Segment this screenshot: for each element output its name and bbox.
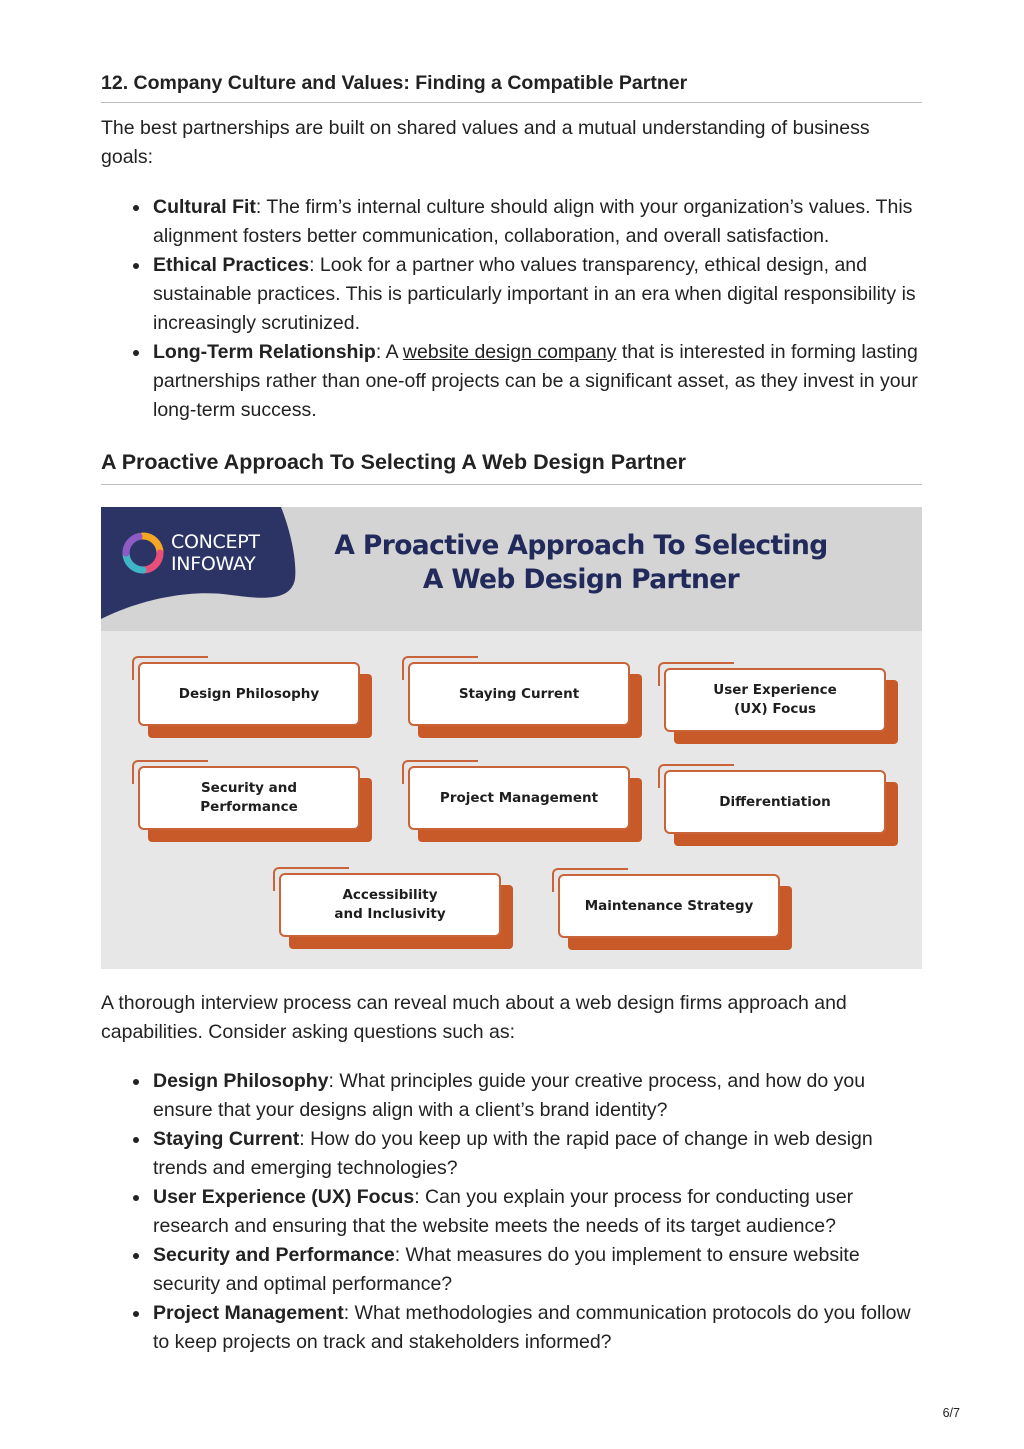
logo-line-1: CONCEPT xyxy=(171,531,260,553)
list-item-text: : What methodologies and communication protocols do you follow to keep projects on track and stakeholders informed? xyxy=(153,1302,911,1353)
card-label: Staying Current xyxy=(408,662,630,726)
card-differentiation xyxy=(664,770,902,850)
card-label: User Experience (UX) Focus xyxy=(664,668,886,732)
list-item xyxy=(101,251,922,338)
card-user-experience xyxy=(664,668,902,748)
card-project-management xyxy=(408,766,646,846)
card-security-performance xyxy=(138,766,376,846)
card-label: Design Philosophy xyxy=(138,662,360,726)
website-design-company-link[interactable]: website design company xyxy=(402,341,617,363)
list-item-term: Cultural Fit xyxy=(153,196,256,218)
list-item-term: Staying Current xyxy=(153,1128,300,1150)
infographic-title xyxy=(311,529,851,597)
questions-list xyxy=(101,1067,922,1357)
list-item xyxy=(101,1241,922,1299)
list-item-text: : The firm’s internal culture should align with your organization’s values. This alignment fosters better communication, collaboration, and overall satisfaction. xyxy=(153,196,913,247)
list-item-text: : What principles guide your creative process, and how do you ensure that your designs align with a client’s brand identity? xyxy=(153,1070,866,1121)
main-heading: A Proactive Approach To Selecting A Web Design Partner xyxy=(101,450,922,485)
list-item-term: Long-Term Relationship xyxy=(153,341,376,363)
list-item-term: Design Philosophy xyxy=(153,1070,329,1092)
card-label: Security and Performance xyxy=(138,766,360,830)
infographic-image xyxy=(101,507,922,969)
card-label: Accessibility and Inclusivity xyxy=(279,873,501,937)
list-item-text: : Look for a partner who values transparency, ethical design, and sustainable practices. This is particularly important in an era when digital responsibility is increasingly scrutinized. xyxy=(153,254,916,334)
list-item-term: User Experience (UX) Focus xyxy=(153,1186,415,1208)
concept-infoway-logo-icon xyxy=(119,527,167,579)
card-label: Project Management xyxy=(408,766,630,830)
list-item xyxy=(101,1067,922,1125)
list-item-text: : Can you explain your process for conducting user research and ensuring that the website meets the needs of its target audience? xyxy=(153,1186,854,1237)
intro-paragraph: The best partnerships are built on shared values and a mutual understanding of business goals: xyxy=(101,117,870,168)
logo-line-2: INFOWAY xyxy=(171,553,256,575)
list-item-term: Project Management xyxy=(153,1302,344,1324)
page-number: 6/7 xyxy=(942,1406,960,1420)
culture-list xyxy=(101,193,922,425)
card-maintenance-strategy xyxy=(558,874,796,954)
list-item xyxy=(101,1183,922,1241)
logo-text xyxy=(171,531,260,575)
card-staying-current xyxy=(408,662,646,742)
list-item xyxy=(101,1125,922,1183)
list-item-text: : How do you keep up with the rapid pace of change in web design trends and emerging technologies? xyxy=(153,1128,873,1179)
infographic-title-line-2: A Web Design Partner xyxy=(422,564,740,595)
card-design-philosophy xyxy=(138,662,376,742)
infographic-title-line-1: A Proactive Approach To Selecting xyxy=(334,530,828,561)
list-item-text: : A xyxy=(375,341,403,363)
interview-paragraph: A thorough interview process can reveal much about a web design firms approach and capabilities. Consider asking questions such as: xyxy=(101,992,847,1043)
list-item-text: : What measures do you implement to ensure website security and optimal performance? xyxy=(153,1244,860,1295)
list-item xyxy=(101,338,922,425)
list-item xyxy=(101,193,922,251)
card-accessibility xyxy=(279,873,517,953)
list-item xyxy=(101,1299,922,1357)
list-item-term: Ethical Practices xyxy=(153,254,310,276)
card-label: Maintenance Strategy xyxy=(558,874,780,938)
section-heading: 12. Company Culture and Values: Finding a Compatible Partner xyxy=(101,72,922,103)
list-item-text: that is interested in forming lasting partnerships rather than one-off projects can be a significant asset, as they invest in your long-term success. xyxy=(153,341,918,421)
list-item-term: Security and Performance xyxy=(153,1244,395,1266)
card-label: Differentiation xyxy=(664,770,886,834)
